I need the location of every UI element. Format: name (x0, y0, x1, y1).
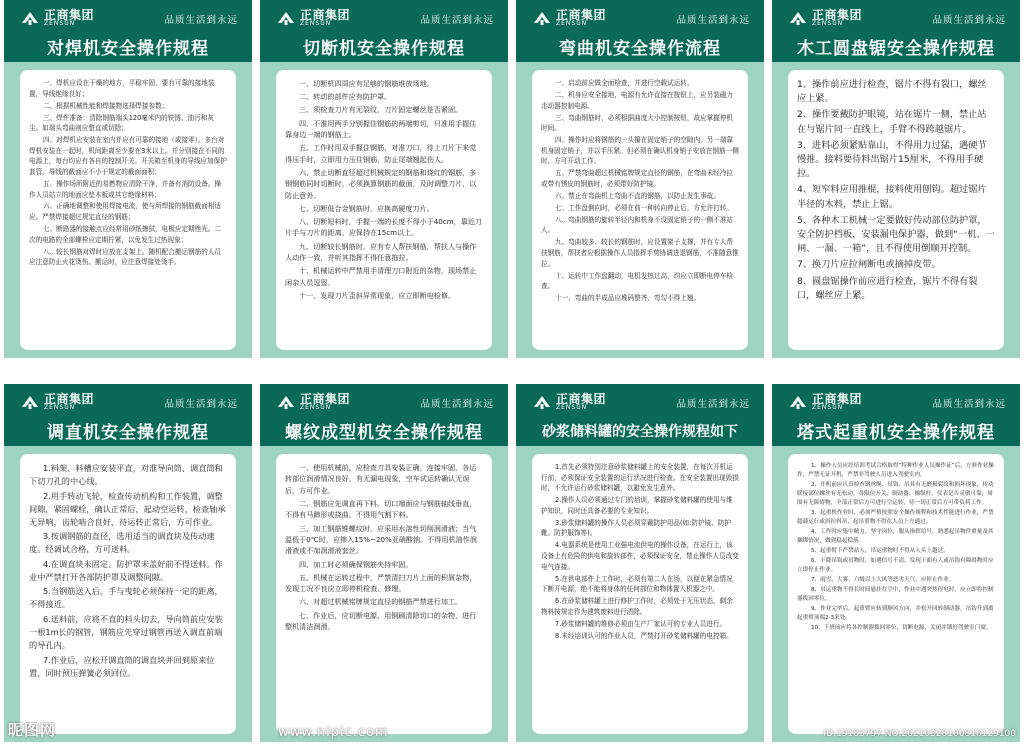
rule-item: 五、操作场所附近的易燃物应清除干净，并备有消防设备。操作人员站立的地面应垫木板或其它绝缘材料； (29, 179, 222, 199)
brand-logo (276, 8, 350, 28)
rule-item: 2.用手转动飞轮，检查传动机构和工作装置，调整间隙，紧固螺栓，确认正常后，起动空运转，检查轴承无异响，齿轮啮合良好，待运转正常后，方可作业。 (29, 490, 226, 527)
board-header (4, 0, 252, 62)
board-bending-machine (516, 0, 764, 358)
rule-item: 一、焊机应设在干燥的地方，平稳牢固，要有可靠的接地装置，导线绝缘良好； (29, 79, 215, 98)
rule-item: 五、严禁弯曲超过机械铭牌规定直径的钢筋，在弯曲未经冷拉或带有锈皮的钢筋时，必须带好防护镜。 (541, 169, 734, 188)
rule-item: 十一、发现刀片歪斜异常现象，应立即断电检修。 (299, 290, 456, 300)
brand-name-en: ZENSUN (44, 404, 76, 411)
board-title: 螺纹成型机安全操作规程 (285, 423, 483, 443)
rule-item: 2、操作要戴防护眼镜，站在锯片一侧，禁止站在与锯片同一直线上，手臂不得跨越锯片。 (797, 109, 987, 135)
rule-item: 六、正确地调整和使用焊接电流，使与所焊接的钢筋截面相适应。严禁焊接超过规定直径的钢筋； (29, 202, 222, 222)
rule-item: 4.电器系统是使用工业强电流供电的操作设备，在运行上，该设备上有危险的供电和旋转部件，必须保证安全，禁止操作人员改变电气连接。 (541, 541, 739, 571)
brand-name-cn: 正商集团 (44, 8, 95, 22)
rule-item: 一、切断机四周应有足够的钢筋堆放场地。 (299, 79, 434, 88)
rule-item: 5、各种木工机械一定要做好传动部位防护罩，安全防护档板，安装漏电保护器，做到“一机、一闸、一漏、一箱”，且不得使用倒顺开控制。 (797, 214, 995, 255)
rule-item: 1.首先必须特别注意砂浆储料罐上的安全装置，在每次开机运行前，必须保证安全装置的运行状况进行检查。在安全装置出现毁损时，不允许运行砂浆储料罐，以避免发生意外。 (541, 463, 739, 493)
rules-card (788, 454, 1004, 734)
brand-logo (276, 392, 350, 412)
rule-item: 九、弯曲较多、较长的钢筋时，应设置架子支撑，并有专人帮扶钢筋，帮扶者应根据操作人员指挥手势协调进退钢筋，不准随意推拉。 (541, 238, 739, 268)
brand-name-cn: 正商集团 (300, 392, 351, 406)
rules-card (20, 454, 236, 734)
rule-item: 四、不准用两手分别握住钢筋的两端剪切，只准用手握住靠身边一端的钢筋上。 (285, 118, 477, 140)
board-title: 调直机安全操作规程 (47, 423, 209, 443)
board-header (260, 384, 508, 446)
rule-item: 8、吊运重物不得长时间悬挂在空中，作业中遇突然停电时，应立即将控制器拨回零位。 (797, 587, 994, 602)
board-header (772, 384, 1020, 446)
rule-item: 10、下班前应将各控制器拨回零位，切断电源，关闭并锁好驾驶室门窗。 (811, 625, 992, 631)
board-header (516, 384, 764, 446)
rule-item: 4、工作时应集中精力，坚守岗位，服从指挥信号，熟悉起吊物件重量及其捆绑情况，做到稳起稳落。 (797, 529, 994, 544)
image-id-watermark: ID:19183797 NO:20210328100816129100 (823, 729, 1016, 739)
rules-list (29, 462, 227, 680)
rules-list (541, 78, 739, 304)
brand-slogan: 品质生活到永远 (932, 399, 1006, 410)
brand-name-en: ZENSUN (300, 20, 332, 27)
rules-card (20, 70, 236, 350)
board-mortar-tank (516, 384, 764, 742)
brand-name-en: ZENSUN (300, 404, 332, 411)
rules-card (532, 454, 748, 734)
rules-list (29, 78, 227, 268)
rule-item: 4、短窄料应用推棍，接料使用刨钩。超过锯片半径的木料，禁止上锯。 (797, 184, 987, 210)
brand-slogan: 品质生活到永远 (932, 15, 1006, 26)
zensun-logo-icon (788, 10, 808, 26)
rule-item: 二、根据机械性能和焊接物选择焊接参数； (43, 101, 169, 110)
rule-item: 2.操作人员必须通过专门的培训，掌握砂浆储料罐的使用与维护知识，同时还具备必要的专业知识。 (541, 496, 733, 515)
brand-name-en: ZENSUN (556, 20, 588, 27)
board-thread-forming-machine (260, 384, 508, 742)
rule-item: 二、机身应安全接地，电源有允许直接在按钮上，应另装磁力走动器控制电源。 (541, 90, 734, 110)
rule-item: 四、操作时应将钢筋的一头攥在固定销子的空隙内，另一端靠机身固定销子，并以手压紧。但必须在确认机身销子安放在钢筋一侧时，方可开动工作。 (541, 136, 739, 166)
board-circular-saw (772, 0, 1020, 358)
brand-name-en: ZENSUN (44, 20, 76, 27)
rules-list (285, 78, 483, 301)
rule-item: 十一、弯曲的半成品应堆码整齐，弯勾不得上翘。 (555, 294, 701, 303)
brand-name-cn: 正商集团 (556, 392, 607, 406)
rules-list (797, 462, 995, 633)
rule-item: 5.在供电部件上工作时，必须有第二人在场，以便在紧急情况下断开电源，绝不能将身体的任何部位和物体置入机器之中。 (541, 574, 733, 594)
rule-item: 6、下降吊钩或吊物时，如遇信号不清、发现下面有人或吊钩有障碍物时应立即停止作业。 (797, 558, 994, 573)
board-title: 切断机安全操作规程 (303, 39, 465, 59)
brand-slogan: 品质生活到永远 (420, 15, 494, 26)
rules-card (788, 70, 1004, 350)
rule-item: 八、切断短料时，手握一端的长度不得小于40cm，靠近刀片手与刀片的距离，应保持在15cm以上。 (285, 217, 482, 238)
brand-name-en: ZENSUN (556, 404, 588, 411)
zensun-logo-icon (20, 394, 40, 410)
zensun-logo-icon (532, 394, 552, 410)
zensun-logo-icon (276, 394, 296, 410)
zensun-logo-icon (20, 10, 40, 26)
board-header (4, 384, 252, 446)
rule-item: 5、起重臂下严禁站人，吊运重物时不得从人头上越过。 (811, 548, 949, 554)
rule-item: 二、转动的部件应有防护罩。 (299, 92, 392, 102)
brand-logo (532, 8, 606, 28)
brand-slogan: 品质生活到永远 (164, 399, 238, 410)
site-watermark (8, 719, 56, 740)
board-tower-crane (772, 384, 1020, 742)
rule-item: 5.当钢筋送入后，手与曳轮必须保持一定的距离，不得接近。 (29, 586, 223, 610)
rule-item: 7、换刀片应拉闸断电或摘掉皮带。 (797, 259, 941, 271)
rule-item: 三、焊件准备：清除钢筋端头120毫米内的铁锈、油污和灰尘。如端头弯曲则应整直或切除； (29, 113, 214, 133)
board-header (772, 0, 1020, 62)
rules-list (797, 78, 995, 303)
brand-name-cn: 正商集团 (44, 392, 95, 406)
rule-item: 七、工作盘倒向时，必须在前一种转向停止后，方允许打转。 (555, 203, 734, 212)
rule-item: 二、钢筋应先调直再下料。切口端面应与钢筋轴线垂直，不得有马蹄形或挠曲，不得用气割下料。 (285, 499, 477, 520)
rule-item: 一、启动前应做全面检查，并进行空载试运转。 (555, 79, 694, 87)
brand-logo (532, 392, 606, 412)
board-straightening-machine (4, 384, 252, 742)
rule-item: 九、切断较长钢筋时，应有专人帮扶钢筋，帮扶人与操作人动作一致，并听其指挥不得任意拖拉。 (285, 241, 477, 263)
rule-item: 十、机械运转中严禁用手清理刀口附近的杂物，现场禁止闲杂人员逗留。 (285, 266, 477, 287)
rule-item: 1、操作人员应经培训考试合格取得“特种作业人员操作证”后，方准作业操作，严禁无证开机，严禁非驾驶人员进入驾驶室内。 (797, 463, 994, 478)
zensun-logo-icon (532, 10, 552, 26)
rule-item: 8、圆盘锯操作前应进行检查，锯片不得有裂口，螺丝应上紧。 (797, 275, 978, 301)
board-title: 弯曲机安全操作流程 (559, 39, 721, 59)
rules-list (285, 462, 483, 632)
rule-item: 六、禁止在弯曲机上弯曲不直的钢筋，以防止发生事故。 (555, 191, 720, 200)
board-title: 木工圆盘锯安全操作规程 (797, 39, 995, 59)
rule-item: 6.送料前，应将不直的料头切去，导向筒前应安装一根1m长的钢管，钢筋应先穿过钢管再送入调直前端的导孔内。 (29, 613, 223, 650)
brand-name-cn: 正商集团 (300, 8, 351, 22)
rule-item: 7、雨雪、大雾、六级以上大风等恶劣天气，应停止作业。 (811, 577, 955, 583)
rule-item: 四、对焊机应安装在室内并应有可靠的接地（或接零）。多台对焊机安装在一起时，机间距离至少要在3米以上。并分别接在不同的电源上，每台均应有各自的控制开关。开关箱至机身的导线应加保护套管。导线的截面应不小于规定的截面面积； (29, 136, 227, 176)
rules-card (276, 454, 492, 734)
rule-item: 六、禁止切断直径超过机械规定的钢筋和烧红的钢筋，多钢钢筋同时切断时，必须换算钢筋的截面，及时调整刀片，以防止意外。 (285, 167, 477, 200)
rule-item: 6.在砂浆储料罐上进行修护工作时，必须处于无压状态，剩余物料按规定作为建筑废料进行清除。 (541, 597, 733, 616)
brand-name-cn: 正商集团 (556, 8, 607, 22)
rules-card (532, 70, 748, 350)
rule-item: 七、断路器的接触点应经常用砂纸擦拭，电极应定期锉光。二次的电路的全部螺栓应定期拧紧，以免发生过热现象； (29, 225, 222, 244)
board-header (260, 0, 508, 62)
board-title: 塔式起重机安全操作规程 (797, 423, 995, 443)
rule-item: 3.砂浆储料罐的操作人员必须穿戴防护用品(如:防护镜、防护靴、防护服饰等)。 (541, 518, 731, 538)
zensun-logo-icon (788, 394, 808, 410)
board-header (516, 0, 764, 62)
brand-slogan: 品质生活到永远 (164, 15, 238, 26)
brand-name-cn: 正商集团 (812, 8, 863, 22)
rule-item: 1.料架、料槽应安装平直，对准导向筒、调直筒和下切刀孔的中心线。 (29, 463, 223, 486)
rule-item: 一、使用机械前，应检查刀具安装正确，连接牢固，各运转部位润滑情况良好，有无漏电现象，空车试运转确认无误后，方可作业。 (285, 463, 477, 495)
brand-logo (20, 8, 94, 28)
rule-item: 7.砂浆储料罐的维修必须由生产厂家认可的专业人员进行。 (555, 619, 727, 628)
board-title: 对焊机安全操作规程 (47, 39, 209, 59)
rules-card (276, 70, 492, 350)
rule-item: 七、作业后，应切断电源，用钢刷清除切口的杂物，进行整机清洁润滑。 (285, 610, 477, 632)
rule-item: 三、须检查刀片有无裂纹，刀片固定螺丝是否紧固。 (299, 105, 463, 115)
rules-list (541, 462, 739, 641)
brand-name-cn: 正商集团 (812, 392, 863, 406)
rule-item: 三、弯曲钢筋时，必须根据曲度大小控制按钮，故应掌握停机时间。 (541, 113, 734, 133)
rule-item: 六、对超过机械铭牌规定直径的钢筋严禁进行加工。 (299, 597, 463, 607)
rule-item: 3、起重机作业时，必须严格按照安全操作规程和技术性能进行作业，严禁超载运行或斜拉斜吊，起吊重物不得在人员上方通过。 (797, 510, 994, 525)
rule-item: 三、加工钢筋锥螺纹时，应采用水溶性切削润滑液；当气温低于0℃时，应掺入15%~20%亚硝酸钠。不得用机油作润滑液或不加润滑液套丝。 (285, 523, 477, 556)
rule-item: 五、机械在运转过程中，严禁清扫刀片上面的积屑杂物，发现工况不良应立即停机检查、修理。 (285, 572, 477, 594)
watermark-site: 昵图网 (8, 721, 57, 739)
board-title: 砂浆储料罐的安全操作规程如下 (542, 424, 738, 440)
rule-item: 4.在调直块未固定、防护罩未盖好前不得送料。作业中严禁打开各部防护罩及调整间隙。 (29, 558, 223, 582)
brand-logo (788, 392, 862, 412)
rule-item: 十、运转中工作盘翻动，电机发热过高，均应立即断电停车检查。 (541, 271, 734, 291)
rule-item: 四、加工时必须确保钢筋夹持牢固。 (299, 559, 413, 569)
rule-item: 1、操作前应进行检查，锯片不得有裂口，螺丝应上紧。 (797, 79, 987, 105)
brand-logo (788, 8, 862, 28)
rule-item: 8.未经培训认可的作业人员，严禁打开砂浆储料罐的电控箱。 (555, 631, 733, 640)
rule-item: 七、切断低合金钢筋时，应换高硬度刀片。 (299, 203, 434, 213)
watermark-url: www.nipic.com (278, 725, 389, 740)
rule-item: 7.作业后，应松开调直筒的调直块并回到原来位置，同时预压弹簧必须回位。 (29, 654, 215, 678)
board-cutting-machine (260, 0, 508, 358)
brand-slogan: 品质生活到永远 (676, 399, 750, 410)
rule-item: 五、工作时用双手握住钢筋，对准刀口，待上刀片下来觉得压手时，立即用力压住钢筋，防止尾端翘起伤人。 (285, 143, 477, 164)
rule-item: 八、弯曲钢筋的旋转半径内和机身不设固定销子的一侧不准站人。 (541, 215, 734, 235)
brand-name-en: ZENSUN (812, 20, 844, 27)
zensun-logo-icon (276, 10, 296, 26)
rule-item: 2、开机前应认真检查钢丝绳、吊钩、吊具有无磨损裂纹和损坏现象，传动联接部位螺丝有无松动，各限位开关、制动器、操纵杆、仪表是否灵敏可靠，周围有无障碍物，全部正常后方可进行空运转，待一切正常后方可带负荷工作。 (797, 482, 994, 506)
brand-name-en: ZENSUN (812, 404, 844, 411)
rule-item: 3、进料必须紧贴靠山，不得用力过猛，遇硬节慢推。接料要待料出锯片15厘米，不得用手硬拉。 (797, 139, 987, 180)
rule-item: 9、作业完毕后，起重臂应转到顺风方向，并松开回转制动器，吊钩升到离起重臂顶端2-3米处。 (797, 606, 994, 621)
board-butt-welder (4, 0, 252, 358)
rule-item: 3.按调钢筋的直径，选用适当的调直块及传动速度。经调试合格，方可送料。 (29, 531, 215, 555)
rule-item: 八、较长钢筋对焊时应放在支架上。随机配合搬运钢筋的人员应注意防止火花烫伤。搬运时，应注意焊接处烫手。 (29, 247, 222, 267)
site-watermark (264, 722, 389, 740)
brand-slogan: 品质生活到永远 (420, 399, 494, 410)
brand-logo (20, 392, 94, 412)
brand-slogan: 品质生活到永远 (676, 15, 750, 26)
